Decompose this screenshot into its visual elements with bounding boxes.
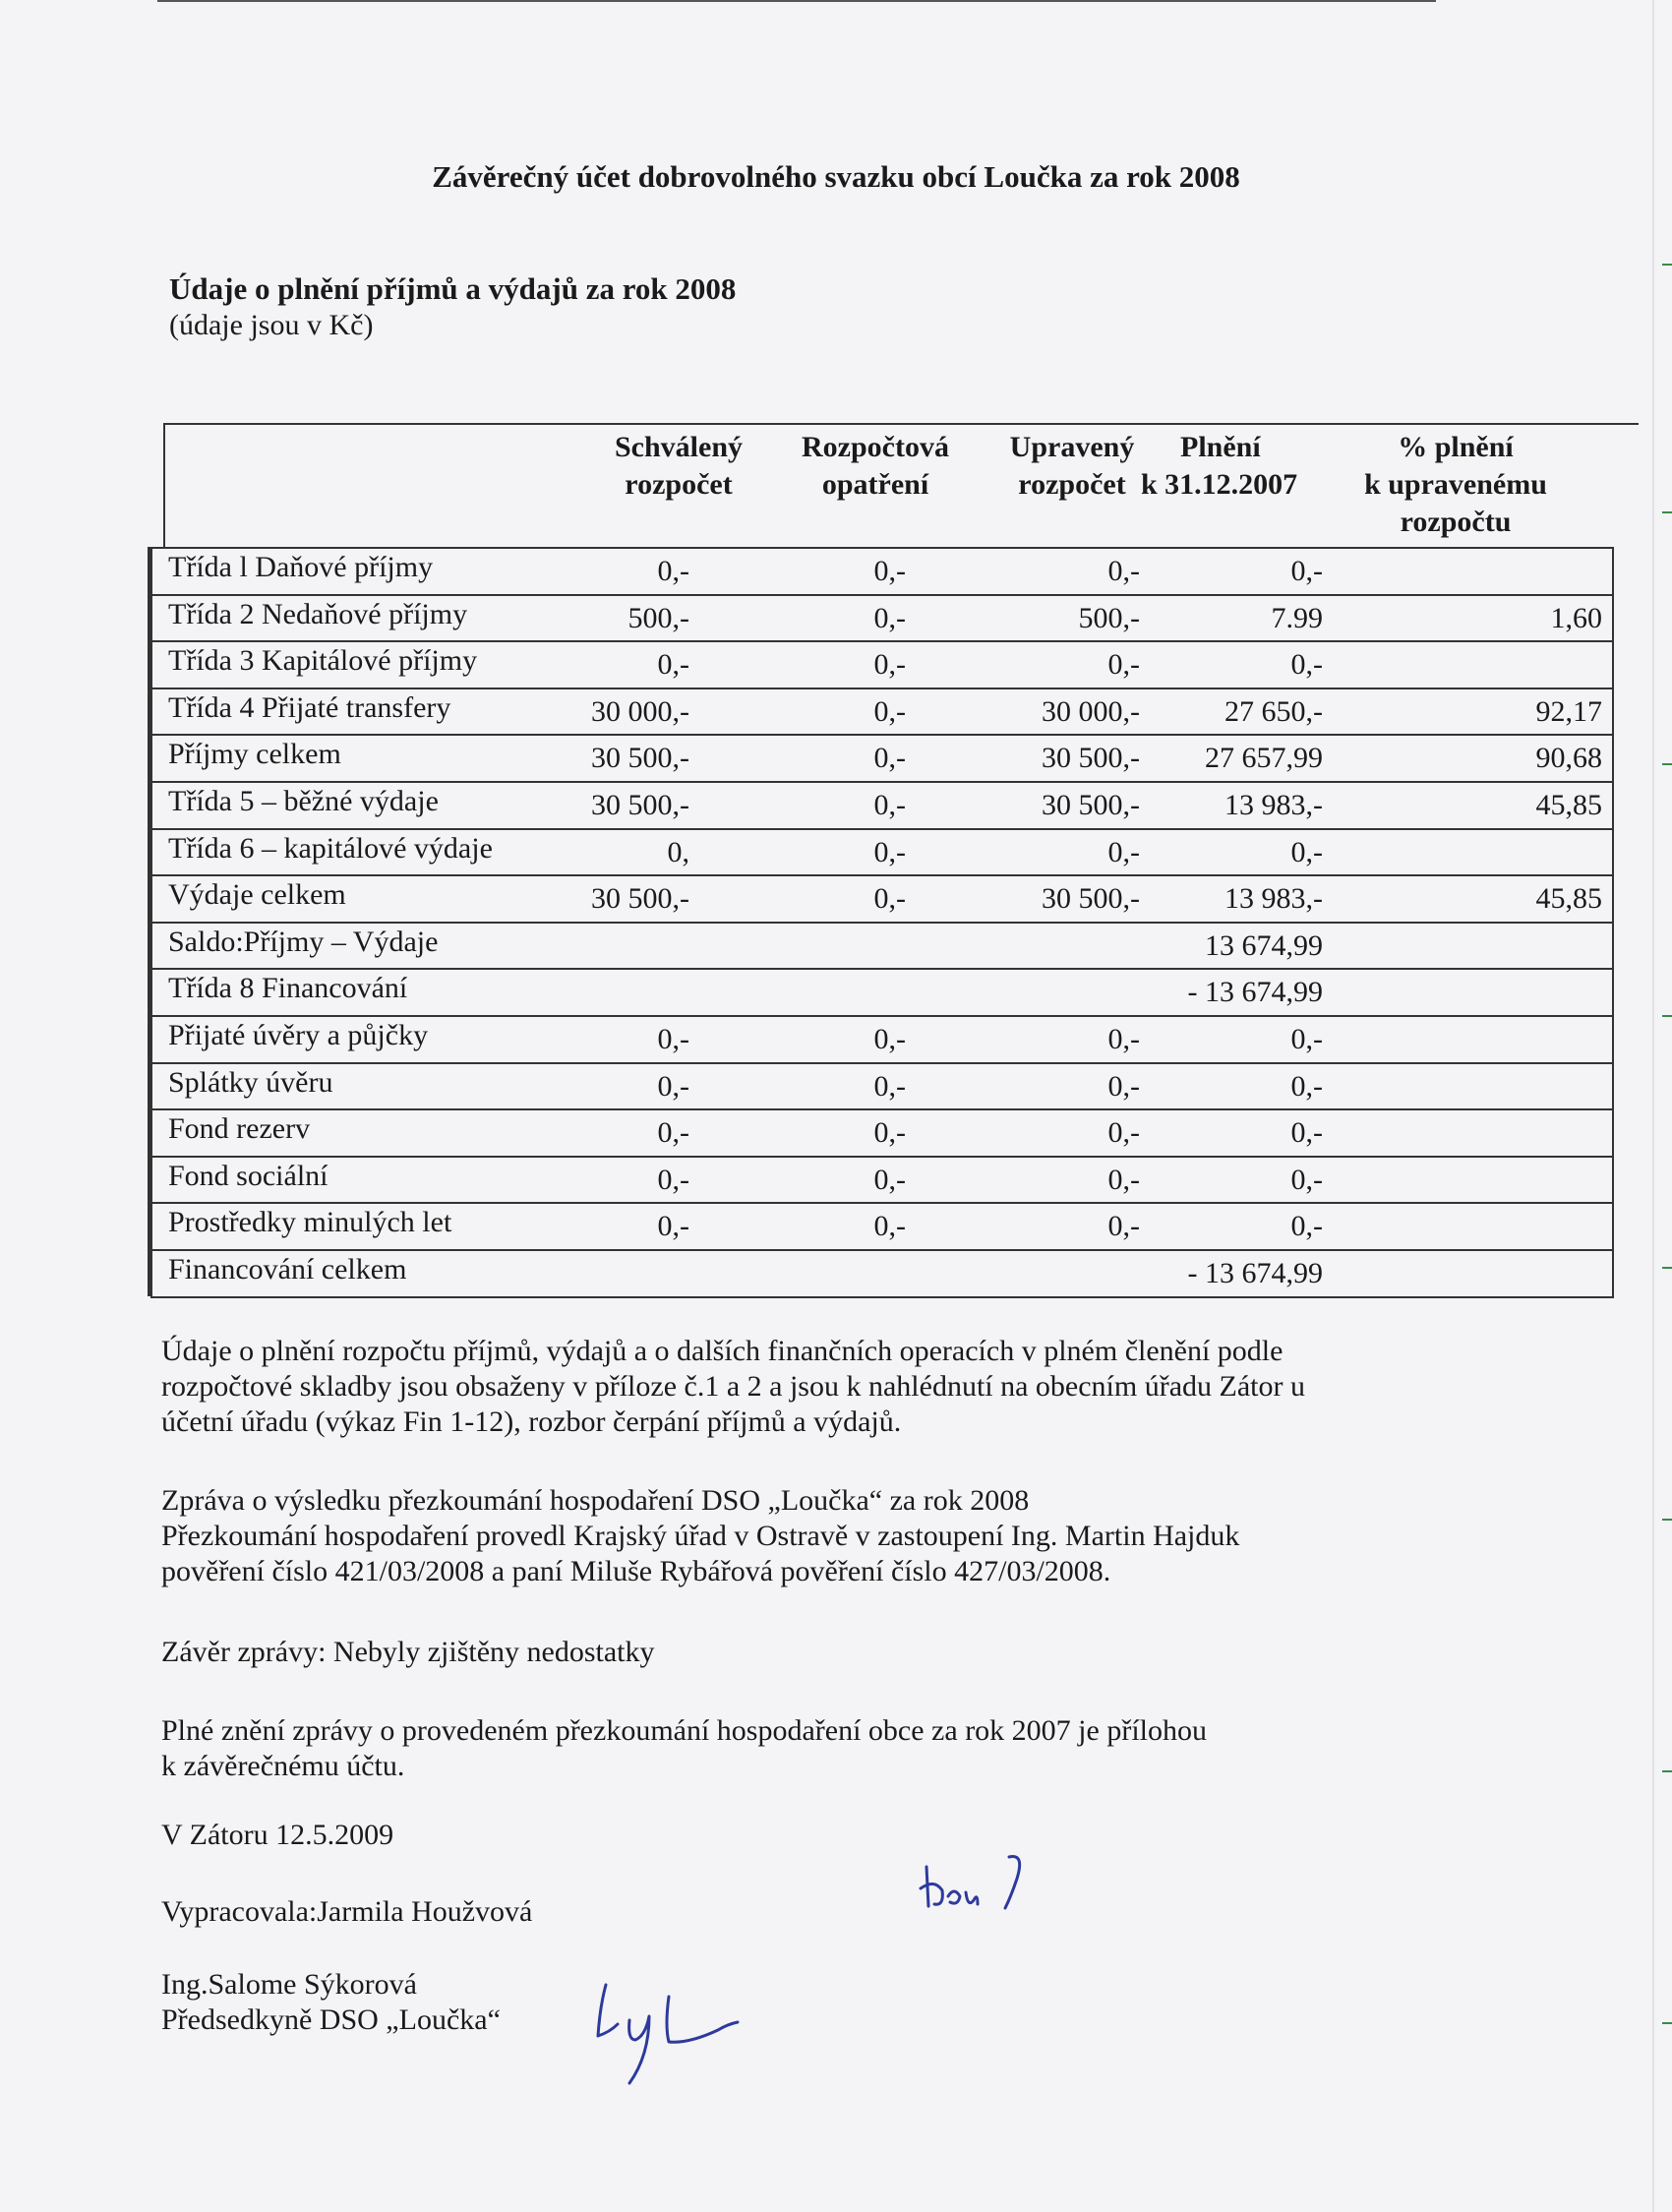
header-line: opatření: [821, 468, 929, 501]
table-row: [150, 594, 1614, 643]
text-line: Zpráva o výsledku přezkoumání hospodaření DSO „Loučka“ za rok 2008: [161, 1484, 1030, 1517]
row-cell: 500,-: [627, 601, 689, 634]
document-title: Závěrečný účet dobrovolného svazku obcí Loučka za rok 2008: [432, 159, 1240, 194]
row-cell: 0,-: [873, 1163, 906, 1196]
chair-name: Ing.Salome Sýkorová: [161, 1968, 417, 2001]
row-cell: 0,-: [657, 1163, 689, 1196]
row-cell: 30 500,-: [1042, 789, 1140, 821]
scan-margin-tick: [1662, 1770, 1672, 1772]
paragraph-audit-report: [161, 1483, 1239, 1589]
row-cell: 0,-: [873, 555, 906, 587]
row-cell: 0,-: [1107, 555, 1140, 587]
row-cell: 45,85: [1535, 882, 1602, 916]
row-cell: 0,-: [873, 1023, 906, 1055]
scan-margin-tick: [1662, 1519, 1672, 1521]
text-line: účetní úřadu (výkaz Fin 1-12), rozbor čerpání příjmů a výdajů.: [161, 1405, 902, 1438]
table-row: [150, 1156, 1614, 1205]
row-cell: 30 000,-: [591, 694, 689, 728]
row-cell: 30 000,-: [1042, 694, 1140, 728]
signature-chair: [570, 1977, 787, 2095]
row-cell: 0,-: [1290, 1023, 1323, 1055]
row-cell: 0,-: [873, 648, 906, 682]
header-budget-measures: [767, 429, 984, 504]
row-cell: 0,-: [1290, 1163, 1323, 1196]
row-cell: 0,-: [873, 789, 906, 821]
table-row: [150, 968, 1614, 1017]
table-row: [150, 688, 1614, 737]
header-line: Rozpočtová: [802, 431, 949, 463]
row-label: Výdaje celkem: [168, 878, 346, 912]
header-line: % plnění: [1398, 431, 1514, 463]
table-header-left-border: [163, 423, 165, 547]
header-line: Plnění: [1180, 431, 1261, 463]
row-cell: 0,-: [1290, 555, 1323, 587]
row-label: Splátky úvěru: [168, 1065, 333, 1099]
table-row: [150, 1062, 1614, 1111]
table-row: [150, 874, 1614, 924]
table-row: [150, 1249, 1614, 1298]
row-cell: 0,-: [1290, 1116, 1323, 1150]
scan-margin-tick: [1662, 2022, 1672, 2024]
row-cell: 0,-: [1107, 835, 1140, 868]
header-line: rozpočet: [1018, 468, 1126, 501]
scan-margin-tick: [1662, 1015, 1672, 1017]
row-cell: 0,-: [873, 601, 906, 634]
text-line: Přezkoumání hospodaření provedl Krajský úřad v Ostravě v zastoupení Ing. Martin Hajduk: [161, 1520, 1240, 1552]
header-line: k 31.12.2007: [1141, 468, 1298, 501]
row-label: Třída 2 Nedaňové příjmy: [168, 597, 468, 630]
row-cell: 90,68: [1535, 742, 1602, 775]
text-line: Plné znění zprávy o provedeném přezkoumání hospodaření obce za rok 2007 je přílohou: [161, 1714, 1207, 1747]
table-header-top-border: [163, 423, 1639, 425]
row-cell: 500,-: [1078, 601, 1140, 634]
row-label: Prostředky minulých let: [168, 1206, 452, 1239]
row-cell: 0,-: [1290, 648, 1323, 682]
table-row: [150, 1202, 1614, 1251]
table-row: [150, 828, 1614, 877]
header-line: Schválený: [614, 431, 744, 463]
row-cell: 92,17: [1535, 694, 1602, 728]
row-cell: 30 500,-: [591, 882, 689, 916]
table-row: [150, 734, 1614, 783]
row-cell: 45,85: [1535, 789, 1602, 821]
units-note: (údaje jsou v Kč): [169, 309, 374, 341]
text-line: pověření číslo 421/03/2008 a paní Miluše Rybářová pověření číslo 427/03/2008.: [161, 1555, 1111, 1587]
row-cell: 1,60: [1550, 601, 1602, 634]
row-cell: 0,-: [873, 742, 906, 775]
row-cell: 0,-: [657, 555, 689, 587]
row-label: Financování celkem: [168, 1253, 407, 1285]
row-cell: 30 500,-: [1042, 882, 1140, 916]
header-percent-fulfillment: [1338, 429, 1574, 541]
paragraph-details: [161, 1334, 1305, 1440]
row-cell: 0,-: [1107, 1023, 1140, 1055]
table-row: [150, 547, 1614, 596]
row-label: Třída 8 Financování: [168, 972, 408, 1005]
row-cell: 13 674,99: [1205, 928, 1323, 962]
text-line: rozpočtové skladby jsou obsaženy v příloze č.1 a 2 a jsou k nahlédnutí na obecním úřadu Zátor u: [161, 1370, 1305, 1403]
row-cell: 0,-: [1290, 1069, 1323, 1103]
row-cell: 0,-: [657, 1210, 689, 1243]
row-cell: 27 657,99: [1205, 742, 1323, 775]
text-line: Údaje o plnění rozpočtu příjmů, výdajů a o dalších finančních operacích v plném členění podle: [161, 1335, 1284, 1367]
table-row: [150, 640, 1614, 689]
row-cell: 13 983,-: [1224, 789, 1323, 821]
row-cell: 0,-: [873, 694, 906, 728]
row-label: Fond rezerv: [168, 1112, 311, 1146]
section-heading: Údaje o plnění příjmů a výdajů za rok 2008: [169, 271, 737, 306]
paragraph-full-report: [161, 1713, 1207, 1784]
row-cell: 0,-: [873, 1210, 906, 1243]
text-line: k závěrečnému účtu.: [161, 1750, 405, 1782]
row-cell: 30 500,-: [591, 742, 689, 775]
row-cell: 30 500,-: [591, 789, 689, 821]
scan-right-edge: [1652, 0, 1654, 2212]
table-row: [150, 1015, 1614, 1064]
row-cell: 0,-: [1107, 648, 1140, 682]
row-cell: 0,-: [1290, 835, 1323, 868]
row-cell: 0,-: [1107, 1163, 1140, 1196]
row-cell: 7.99: [1271, 601, 1323, 634]
scan-margin-tick: [1662, 763, 1672, 765]
row-label: Třída l Daňové příjmy: [168, 551, 434, 583]
place-date: V Zátoru 12.5.2009: [161, 1819, 394, 1851]
row-label: Příjmy celkem: [168, 738, 341, 771]
header-approved-budget: [570, 429, 787, 504]
row-label: Třída 4 Přijaté transfery: [168, 690, 451, 724]
table-body: [148, 547, 1616, 1296]
row-cell: 0,-: [657, 1116, 689, 1150]
budget-table: [148, 423, 1613, 1298]
row-cell: 0,-: [873, 882, 906, 916]
table-row: [150, 781, 1614, 830]
row-cell: 0,-: [1290, 1210, 1323, 1243]
row-cell: 0,-: [1107, 1116, 1140, 1150]
row-cell: 0,-: [873, 835, 906, 868]
row-label: Třída 5 – běžné výdaje: [168, 785, 439, 817]
table-row: [150, 922, 1614, 971]
row-cell: - 13 674,99: [1187, 976, 1323, 1009]
row-label: Třída 3 Kapitálové příjmy: [168, 644, 478, 678]
row-cell: 27 650,-: [1224, 694, 1323, 728]
header-line: rozpočtu: [1400, 506, 1512, 538]
table-row: [150, 1108, 1614, 1158]
prepared-by: Vypracovala:Jarmila Houžvová: [161, 1895, 533, 1928]
chair-title: Předsedkyně DSO „Loučka“: [161, 2003, 501, 2036]
header-line: rozpočet: [625, 468, 733, 501]
row-label: Saldo:Příjmy – Výdaje: [168, 925, 439, 958]
header-line: k upravenému: [1364, 468, 1547, 501]
row-cell: 0,-: [1107, 1069, 1140, 1103]
row-cell: 0,-: [873, 1116, 906, 1150]
paragraph-conclusion: Závěr zprávy: Nebyly zjištěny nedostatky: [161, 1636, 655, 1668]
row-cell: 0,-: [657, 648, 689, 682]
row-cell: 0,-: [1107, 1210, 1140, 1243]
row-label: Třída 6 – kapitálové výdaje: [168, 831, 493, 865]
header-fulfillment: [1141, 429, 1338, 504]
row-cell: 30 500,-: [1042, 742, 1140, 775]
row-label: Přijaté úvěry a půjčky: [168, 1019, 429, 1051]
row-cell: 0,-: [657, 1023, 689, 1055]
scan-top-rule: [157, 0, 1436, 2]
row-label: Fond sociální: [168, 1159, 328, 1192]
header-line: Upravený: [1009, 431, 1135, 463]
row-cell: 0,-: [657, 1069, 689, 1103]
signature-preparer: [915, 1849, 1062, 1928]
scan-margin-tick: [1662, 1267, 1672, 1269]
row-cell: 0,: [667, 835, 689, 868]
scan-margin-tick: [1662, 264, 1672, 266]
row-cell: 0,-: [873, 1069, 906, 1103]
row-cell: 13 983,-: [1224, 882, 1323, 916]
row-cell: - 13 674,99: [1187, 1257, 1323, 1289]
scan-margin-tick: [1662, 511, 1672, 513]
